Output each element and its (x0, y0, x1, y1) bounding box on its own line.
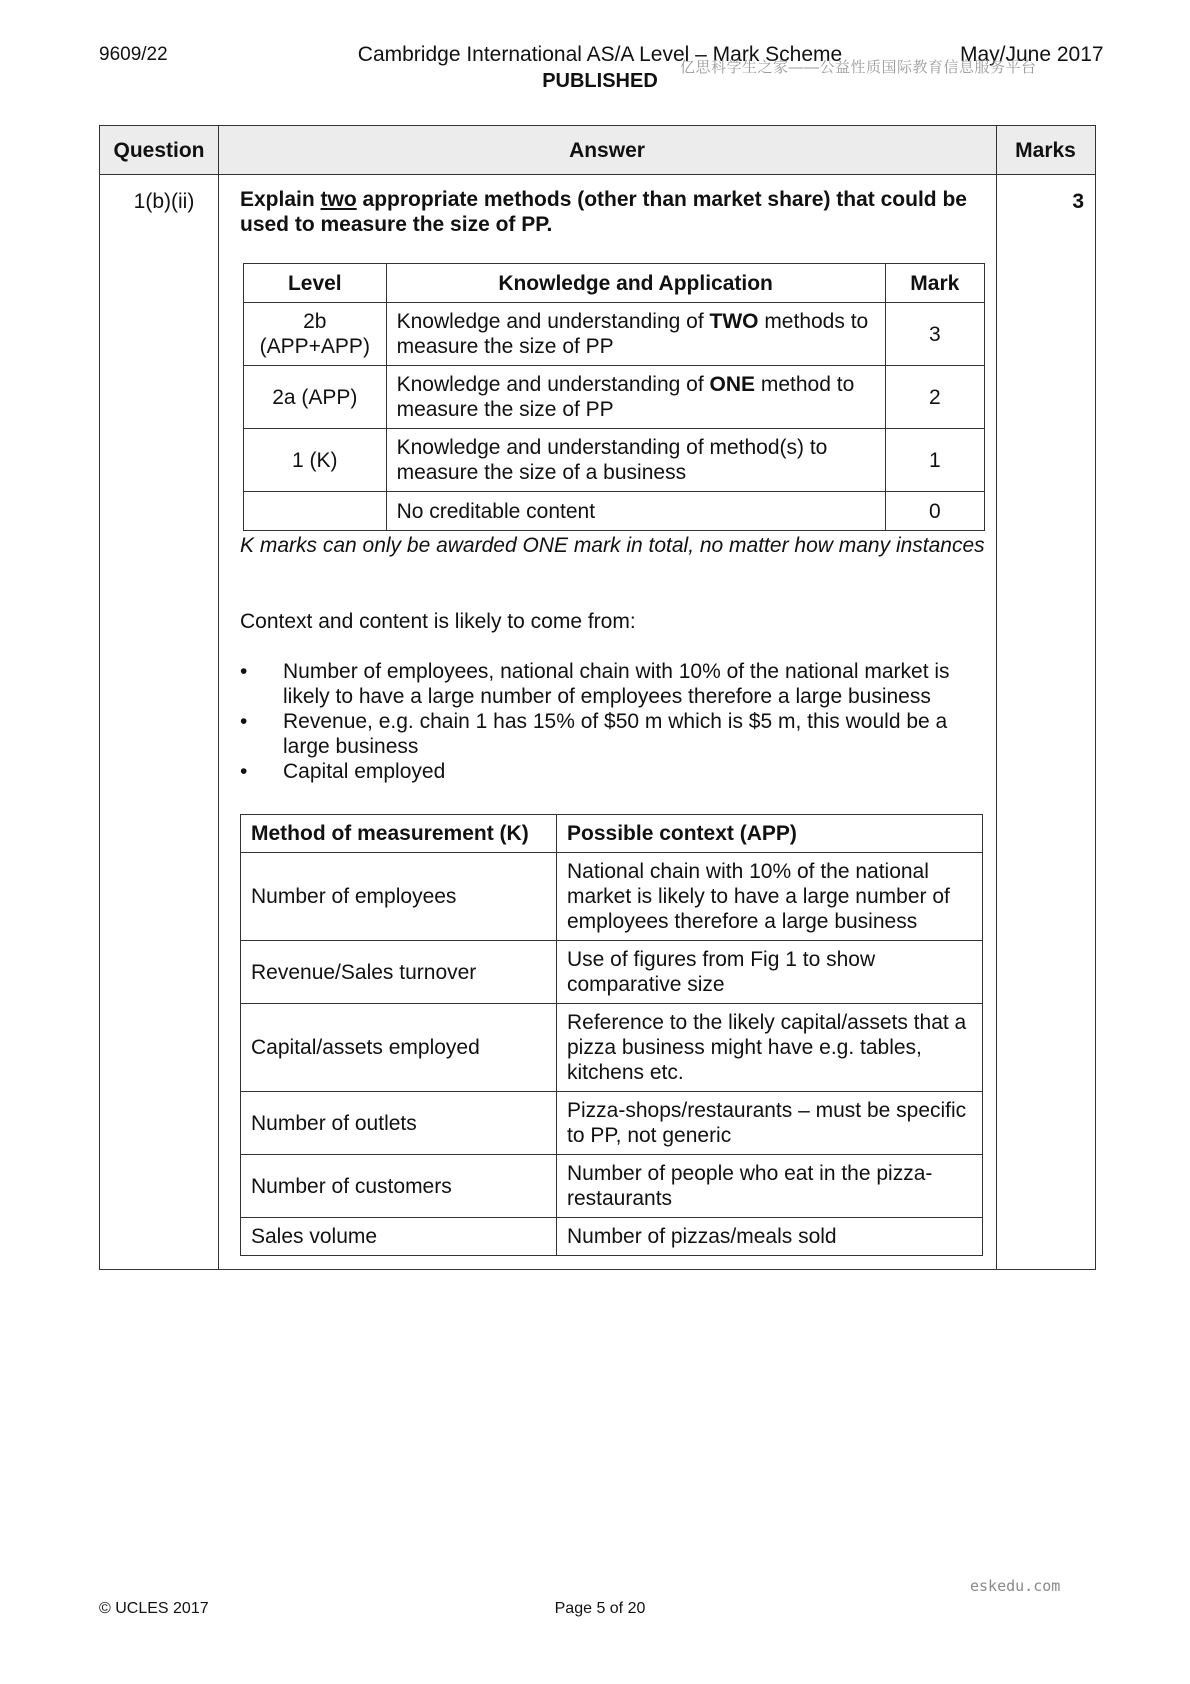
method-cell: Revenue/Sales turnover (241, 941, 557, 1004)
context-cell: Number of people who eat in the pizza-restaurants (557, 1155, 983, 1218)
context-cell: Reference to the likely capital/assets that a pizza business might have e.g. tables, kitchens etc. (557, 1004, 983, 1092)
prompt-underlined: two (320, 188, 357, 211)
bullet-icon: • (240, 760, 248, 783)
method-cell: Number of outlets (241, 1092, 557, 1155)
prompt-start: Explain (240, 188, 321, 211)
level-mark: 0 (885, 492, 984, 531)
level-mark: 3 (885, 303, 984, 366)
level-mark: 2 (885, 366, 984, 429)
levels-row (244, 303, 985, 366)
mark-scheme-table (99, 125, 1096, 1270)
level-cell: 2b (APP+APP) (244, 303, 387, 366)
bullet-text: Capital employed (283, 760, 446, 783)
levels-header-mark: Mark (885, 264, 984, 303)
column-divider (218, 126, 219, 1269)
prompt-end: appropriate methods (other than market share) that could be used to measure the size of PP. (240, 188, 967, 236)
context-cell: National chain with 10% of the national market is likely to have a large number of employees therefore a large business (557, 853, 983, 941)
methods-header-method: Method of measurement (K) (241, 815, 557, 853)
table-row (241, 1004, 983, 1092)
bullet-text: Number of employees, national chain with 10% of the national market is likely to have a large number of employees therefore a large business (283, 660, 950, 708)
method-cell: Number of employees (241, 853, 557, 941)
levels-row (244, 366, 985, 429)
levels-row (244, 492, 985, 531)
exam-session: May/June 2017 (960, 43, 1104, 66)
context-cell: Use of figures from Fig 1 to show comparative size (557, 941, 983, 1004)
published-label: PUBLISHED (542, 70, 658, 92)
methods-header-row (241, 815, 983, 853)
header-marks: Marks (1015, 139, 1076, 162)
context-cell: Pizza-shops/restaurants – must be specific to PP, not generic (557, 1092, 983, 1155)
level-mark: 1 (885, 429, 984, 492)
level-description (386, 366, 885, 429)
table-row (241, 1218, 983, 1256)
method-cell: Number of customers (241, 1155, 557, 1218)
list-item (240, 709, 992, 759)
question-marks: 3 (1072, 190, 1084, 213)
level-description (386, 303, 885, 366)
table-row (241, 853, 983, 941)
level-cell (244, 492, 387, 531)
desc-text: methods to measure the size of PP (396, 310, 869, 358)
desc-text: Knowledge and understanding of (396, 373, 710, 396)
copyright: © UCLES 2017 (99, 1600, 209, 1617)
desc-bold: ONE (709, 373, 756, 396)
levels-header-level: Level (244, 264, 387, 303)
bullet-icon: • (240, 710, 248, 733)
desc-text: Knowledge and understanding of (396, 310, 710, 333)
context-intro: Context and content is likely to come from: (240, 610, 636, 633)
desc-text: Knowledge and understanding of method(s) to measure the size of a business (396, 436, 828, 484)
list-item (240, 659, 992, 709)
watermark-text: 亿思科学生之家——公益性质国际教育信息服务平台 (680, 59, 1037, 76)
table-row (241, 941, 983, 1004)
document-title: Cambridge International AS/A Level – Mark Scheme (357, 43, 843, 66)
table-row (241, 1092, 983, 1155)
method-cell: Sales volume (241, 1218, 557, 1256)
levels-row (244, 429, 985, 492)
page-number: Page 5 of 20 (554, 1600, 646, 1617)
methods-header-context: Possible context (APP) (557, 815, 983, 853)
desc-bold: TWO (709, 310, 759, 333)
header-answer: Answer (569, 139, 645, 162)
level-description (386, 429, 885, 492)
level-cell: 1 (K) (244, 429, 387, 492)
header-question: Question (113, 139, 205, 162)
question-number: 1(b)(ii) (133, 190, 195, 213)
paper-code: 9609/22 (99, 44, 168, 65)
table-row (241, 1155, 983, 1218)
level-cell: 2a (APP) (244, 366, 387, 429)
methods-table (240, 814, 983, 1256)
context-bullet-list (240, 659, 992, 784)
levels-header-description: Knowledge and Application (386, 264, 885, 303)
context-cell: Number of pizzas/meals sold (557, 1218, 983, 1256)
site-watermark: eskedu.com (970, 1577, 1061, 1595)
question-prompt (240, 187, 992, 237)
bullet-icon: • (240, 660, 248, 683)
k-marks-note: K marks can only be awarded ONE mark in total, no matter how many instances (240, 534, 985, 557)
desc-text: No creditable content (396, 499, 596, 523)
column-divider (996, 126, 997, 1269)
level-description (386, 492, 885, 531)
bullet-text: Revenue, e.g. chain 1 has 15% of $50 m which is $5 m, this would be a large business (283, 710, 948, 758)
desc-text: method to measure the size of PP (396, 373, 855, 421)
levels-header-row (244, 264, 985, 303)
levels-table (243, 263, 985, 531)
method-cell: Capital/assets employed (241, 1004, 557, 1092)
list-item (240, 759, 992, 784)
